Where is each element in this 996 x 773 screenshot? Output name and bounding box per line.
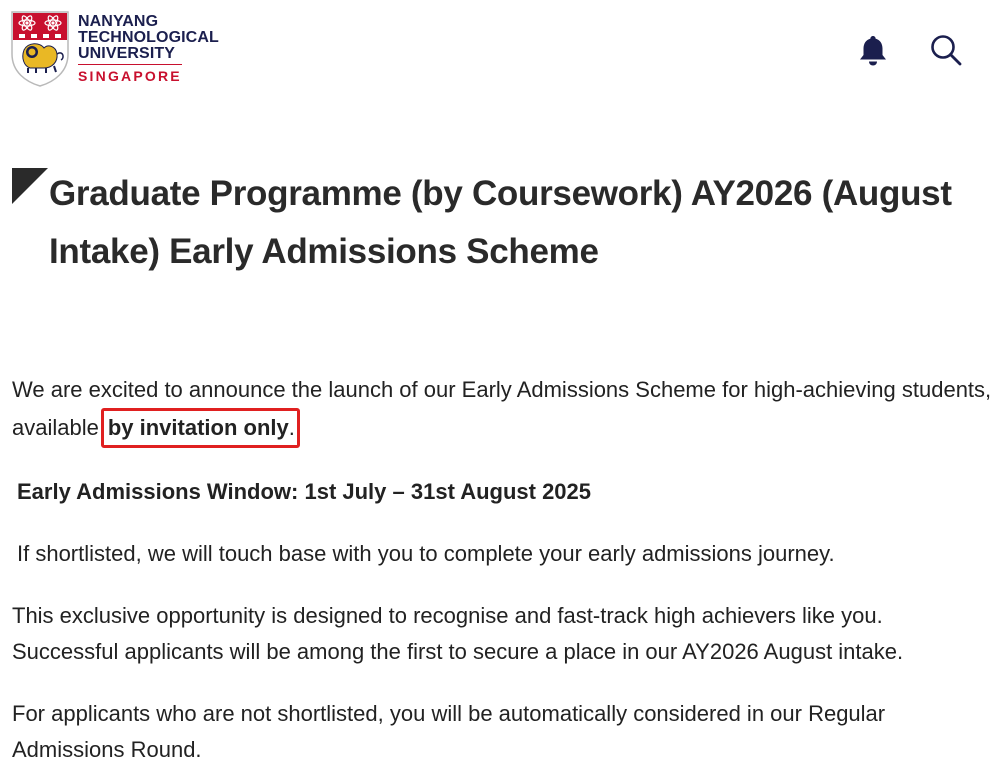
invitation-only-text: by invitation only [107, 415, 289, 440]
logo-line-4: SINGAPORE [78, 68, 182, 84]
logo-line-1: NANYANG [78, 13, 159, 30]
bell-icon [858, 34, 888, 66]
logo-line-2: TECHNOLOGICAL [78, 29, 219, 46]
site-header [0, 0, 996, 100]
ntu-crest-icon [10, 10, 70, 88]
article-body [12, 372, 994, 768]
logo-line-3: UNIVERSITY [78, 45, 176, 62]
search-button[interactable] [928, 32, 964, 68]
intro-period: . [288, 415, 295, 440]
logo-divider [78, 64, 182, 65]
corner-triangle-icon [12, 168, 48, 204]
shortlisted-paragraph: If shortlisted, we will touch base with you to complete your early admissions journey. [17, 541, 835, 566]
admissions-window: Early Admissions Window: 1st July – 31st August 2025 [17, 479, 592, 504]
page-title: Graduate Programme (by Coursework) AY2026 (August Intake) Early Admissions Scheme [49, 174, 952, 271]
search-icon [929, 33, 963, 67]
ntu-wordmark [78, 14, 219, 83]
intro-text: We are excited to announce the launch of our Early Admissions Scheme for high-achieving students, available [12, 377, 992, 440]
regular-admissions-paragraph: For applicants who are not shortlisted, you will be automatically considered in our Regular Admissions Round. [12, 701, 886, 762]
notifications-button[interactable] [855, 32, 891, 68]
article-title-block [12, 165, 987, 281]
intro-paragraph [12, 372, 994, 448]
opportunity-paragraph: This exclusive opportunity is designed to recognise and fast-track high achievers like you. Successful applicants will be among the first to secure a place in our AY2026 August intake. [12, 603, 904, 664]
ntu-logo[interactable] [10, 10, 219, 88]
invitation-highlight-box [101, 408, 300, 448]
